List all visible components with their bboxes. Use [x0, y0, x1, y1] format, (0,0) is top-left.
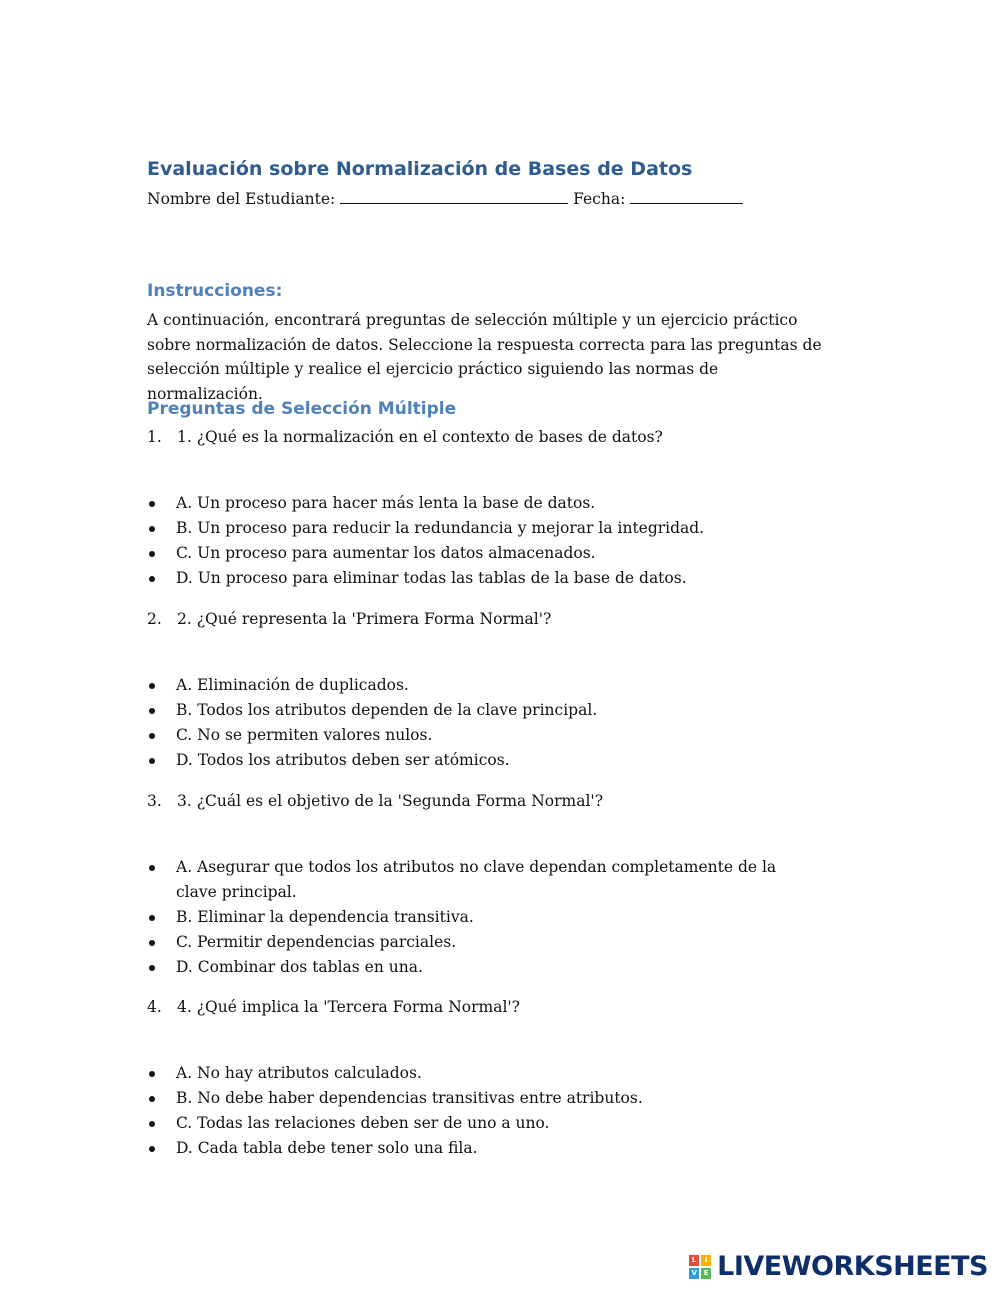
option-text: C. Permitir dependencias parciales. — [176, 933, 457, 951]
date-field[interactable] — [630, 189, 743, 204]
option-item[interactable] — [147, 1086, 827, 1111]
option-item[interactable] — [147, 1111, 827, 1136]
option-item[interactable] — [147, 541, 827, 566]
logo-letter: E — [701, 1268, 711, 1279]
option-text: A. Un proceso para hacer más lenta la base de datos. — [176, 494, 596, 512]
option-text: D. Cada tabla debe tener solo una fila. — [176, 1139, 478, 1157]
question-number: 4. — [147, 998, 162, 1016]
option-text: A. Eliminación de duplicados. — [176, 676, 409, 694]
student-name-label: Nombre del Estudiante: — [147, 190, 336, 208]
question-text: 4. ¿Qué implica la 'Tercera Forma Normal'? — [177, 998, 520, 1016]
student-info-line — [147, 189, 743, 208]
question-3 — [147, 792, 603, 810]
option-item[interactable] — [147, 723, 827, 748]
student-name-field[interactable] — [340, 189, 568, 204]
page-title: Evaluación sobre Normalización de Bases de Datos — [147, 158, 693, 180]
option-item[interactable] — [147, 698, 827, 723]
instructions-text: A continuación, encontrará preguntas de selección múltiple y un ejercicio práctico sobre normalización de datos. Seleccione la respuesta correcta para las preguntas de selección múltiple y realice el ejercicio práctico siguiendo las normas de normalización. — [147, 311, 822, 403]
question-number: 2. — [147, 610, 162, 628]
bullet-icon — [149, 526, 155, 532]
option-item[interactable] — [147, 930, 807, 955]
option-item[interactable] — [147, 566, 827, 591]
option-text: A. No hay atributos calculados. — [176, 1064, 422, 1082]
logo-mark-icon — [689, 1255, 711, 1279]
option-item[interactable] — [147, 1061, 827, 1086]
question-number: 1. — [147, 428, 162, 446]
bullet-icon — [149, 683, 155, 689]
bullet-icon — [149, 1146, 155, 1152]
option-text: A. Asegurar que todos los atributos no clave dependan completamente de la clave principal. — [176, 858, 777, 901]
option-text: B. Todos los atributos dependen de la clave principal. — [176, 701, 598, 719]
option-text: C. No se permiten valores nulos. — [176, 726, 433, 744]
bullet-icon — [149, 708, 155, 714]
bullet-icon — [149, 576, 155, 582]
logo-text: LIVEWORKSHEETS — [717, 1251, 988, 1282]
options-list-4 — [147, 1061, 827, 1161]
logo-letter: V — [689, 1268, 699, 1279]
option-item[interactable] — [147, 855, 807, 905]
option-item[interactable] — [147, 516, 827, 541]
option-text: B. Un proceso para reducir la redundancia y mejorar la integridad. — [176, 519, 705, 537]
question-2 — [147, 610, 551, 628]
option-text: D. Un proceso para eliminar todas las tablas de la base de datos. — [176, 569, 687, 587]
option-text: D. Todos los atributos deben ser atómicos. — [176, 751, 510, 769]
bullet-icon — [149, 1096, 155, 1102]
question-4 — [147, 998, 520, 1016]
options-list-1 — [147, 491, 827, 591]
bullet-icon — [149, 551, 155, 557]
option-item[interactable] — [147, 673, 827, 698]
option-text: C. Todas las relaciones deben ser de uno a uno. — [176, 1114, 550, 1132]
instructions-heading: Instrucciones: — [147, 281, 283, 301]
option-item[interactable] — [147, 748, 827, 773]
section-heading: Preguntas de Selección Múltiple — [147, 399, 457, 419]
bullet-icon — [149, 915, 155, 921]
bullet-icon — [149, 865, 155, 871]
option-text: C. Un proceso para aumentar los datos almacenados. — [176, 544, 596, 562]
bullet-icon — [149, 758, 155, 764]
question-text: 3. ¿Cuál es el objetivo de la 'Segunda Forma Normal'? — [177, 792, 604, 810]
option-text: B. Eliminar la dependencia transitiva. — [176, 908, 474, 926]
bullet-icon — [149, 733, 155, 739]
question-text: 1. ¿Qué es la normalización en el contexto de bases de datos? — [177, 428, 663, 446]
logo-letter: I — [701, 1255, 711, 1266]
bullet-icon — [149, 1121, 155, 1127]
bullet-icon — [149, 501, 155, 507]
question-text: 2. ¿Qué representa la 'Primera Forma Normal'? — [177, 610, 552, 628]
option-item[interactable] — [147, 1136, 827, 1161]
option-item[interactable] — [147, 955, 807, 980]
option-text: B. No debe haber dependencias transitivas entre atributos. — [176, 1089, 643, 1107]
option-item[interactable] — [147, 491, 827, 516]
options-list-2 — [147, 673, 827, 773]
option-text: D. Combinar dos tablas en una. — [176, 958, 423, 976]
question-1 — [147, 428, 663, 446]
bullet-icon — [149, 1071, 155, 1077]
date-label: Fecha: — [573, 190, 626, 208]
liveworksheets-logo — [689, 1251, 988, 1282]
question-number: 3. — [147, 792, 162, 810]
options-list-3 — [147, 855, 807, 980]
bullet-icon — [149, 965, 155, 971]
logo-letter: L — [689, 1255, 699, 1266]
bullet-icon — [149, 940, 155, 946]
option-item[interactable] — [147, 905, 807, 930]
